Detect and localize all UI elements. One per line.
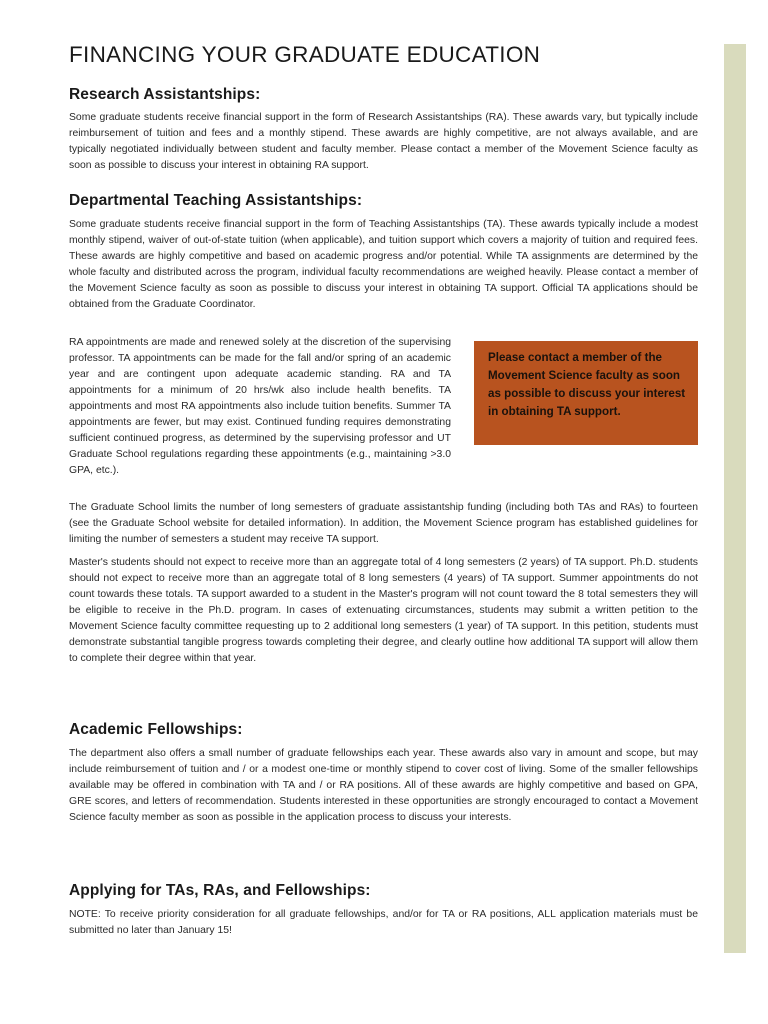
teaching-section — [69, 190, 698, 313]
applying-heading: Applying for TAs, RAs, and Fellowships: — [69, 882, 371, 899]
fellowships-section — [69, 719, 698, 826]
graduate-school-body: The Graduate School limits the number of long semesters of graduate assistantship funding (including both TAs and RAs) to fourteen (see the Graduate School website for detailed information). In addition, the Movement Science program has established guidelines for limiting the number of semesters a student may receive TA support. — [69, 502, 698, 545]
research-body: Some graduate students receive financial support in the form of Research Assistantships (RA). These awards vary, but typically include reimbursement of tuition and fees and a monthly stipend. These awards are highly competitive, are not always available, and are typically negotiated individually between student and faculty member. Please contact a member of the Movement Science faculty as soon as possible to discuss your interest in obtaining RA support. — [69, 112, 698, 171]
applying-section — [69, 880, 698, 939]
appointments-column — [69, 335, 451, 479]
contact-callout — [474, 341, 698, 445]
graduate-school-paragraph — [69, 500, 698, 548]
callout-text: Please contact a member of the Movement Science faculty as soon as possible to discuss your interest in obtaining TA support. — [488, 351, 686, 418]
ta-limits-paragraph — [69, 555, 698, 667]
appointments-body: RA appointments are made and renewed solely at the discretion of the supervising professor. TA appointments can be made for the fall and/or spring of an academic year and are contingent upon adequate academic standing. RA and TA appointments for a minimum of 20 hrs/wk also include health benefits. TA appointments and most RA appointments also include tuition benefits. Summer TA appointments are fewer, but may exist. Continued funding requires demonstrating sufficient continued progress, as determined by the supervising professor and UT Graduate School regulations regarding these appointments (e.g., maintaining >3.0 GPA, etc.). — [69, 337, 451, 476]
fellowships-heading: Academic Fellowships: — [69, 721, 243, 738]
document-page — [69, 38, 698, 936]
applying-body: NOTE: To receive priority consideration for all graduate fellowships, and/or for TA or RA positions, ALL application materials must be submitted no later than January 15! — [69, 909, 698, 936]
teaching-body: Some graduate students receive financial support in the form of Teaching Assistantships (TA). These awards typically include a modest monthly stipend, waiver of out-of-state tuition (when applicable), and tuition support which covers a majority of tuition and required fees. These awards are highly competitive and based on academic progress and/or potential. While TA assignments are determined by the whole faculty and distributed across the program, individual faculty recommendations are weighed heavily. Please contact a member of the Movement Science faculty as soon as possible to discuss your interest in obtaining TA support. Official TA applications should be obtained from the Graduate Coordinator. — [69, 219, 698, 310]
research-section — [69, 84, 698, 174]
teaching-heading: Departmental Teaching Assistantships: — [69, 192, 363, 209]
fellowships-body: The department also offers a small number of graduate fellowships each year. These awards also vary in amount and scope, but may include reimbursement of tuition and / or a modest one-time or monthly stipend to cover cost of living. Some of the smaller fellowships available may be offered in combination with TA and / or RA positions. All of these awards are highly competitive and based on GPA, GRE scores, and letters of recommendation. Students interested in these opportunities are strongly encouraged to contact a Movement Science faculty member as soon as possible in the application process to discuss your interests. — [69, 748, 698, 823]
side-accent-bar — [724, 44, 746, 953]
research-heading: Research Assistantships: — [69, 86, 261, 103]
page-title: FINANCING YOUR GRADUATE EDUCATION — [69, 42, 541, 67]
ta-limits-body: Master's students should not expect to receive more than an aggregate total of 4 long semesters (2 years) of TA support. Ph.D. students should not expect to receive more than an aggregate total of 8 long semesters (4 years) of TA support. Summer appointments do not count towards these totals. TA support awarded to a student in the Master's program will not count toward the 8 total semesters they will be eligible to receive in the Ph.D. program. In cases of extenuating circumstances, students may submit a written petition to the Movement Science faculty committee requesting up to 2 additional long semesters (1 year) of TA support. In this petition, students must demonstrate substantial tangible progress towards completing their degree, and clearly outline how additional TA support will allow them to complete their degree within that year. — [69, 557, 698, 664]
